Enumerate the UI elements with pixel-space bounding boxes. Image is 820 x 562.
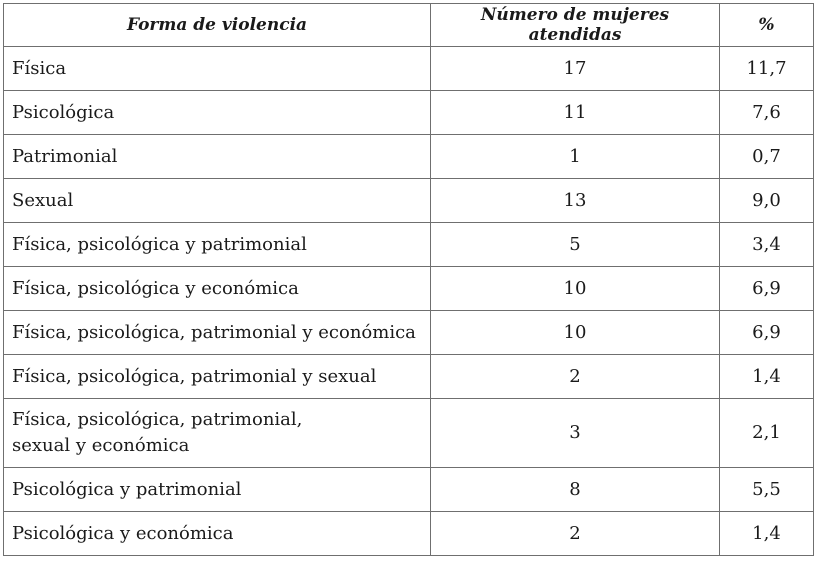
cell-forma bbox=[4, 399, 431, 468]
header-numero: Número de mujeres atendidas bbox=[431, 4, 720, 47]
cell-forma: Sexual bbox=[4, 179, 431, 223]
cell-pct: 6,9 bbox=[720, 267, 814, 311]
table-row bbox=[4, 267, 814, 311]
cell-numero: 10 bbox=[431, 311, 720, 355]
table-row bbox=[4, 468, 814, 512]
cell-numero: 17 bbox=[431, 47, 720, 91]
cell-forma: Física bbox=[4, 47, 431, 91]
table-row bbox=[4, 355, 814, 399]
cell-pct: 1,4 bbox=[720, 355, 814, 399]
cell-numero: 3 bbox=[431, 399, 720, 468]
cell-pct: 6,9 bbox=[720, 311, 814, 355]
cell-pct: 1,4 bbox=[720, 512, 814, 556]
cell-forma: Psicológica y económica bbox=[4, 512, 431, 556]
cell-pct: 0,7 bbox=[720, 135, 814, 179]
cell-numero: 2 bbox=[431, 512, 720, 556]
cell-numero: 5 bbox=[431, 223, 720, 267]
header-forma: Forma de violencia bbox=[4, 4, 431, 47]
cell-numero: 8 bbox=[431, 468, 720, 512]
cell-pct: 5,5 bbox=[720, 468, 814, 512]
cell-forma: Física, psicológica y patrimonial bbox=[4, 223, 431, 267]
header-row bbox=[4, 4, 814, 47]
violence-table bbox=[3, 3, 814, 556]
table-row bbox=[4, 91, 814, 135]
cell-forma-line-2: sexual y económica bbox=[12, 435, 190, 456]
cell-pct: 9,0 bbox=[720, 179, 814, 223]
cell-numero: 11 bbox=[431, 91, 720, 135]
cell-forma: Física, psicológica, patrimonial y económica bbox=[4, 311, 431, 355]
cell-pct: 11,7 bbox=[720, 47, 814, 91]
cell-forma: Patrimonial bbox=[4, 135, 431, 179]
cell-forma: Física, psicológica, patrimonial y sexual bbox=[4, 355, 431, 399]
cell-numero: 1 bbox=[431, 135, 720, 179]
cell-numero: 10 bbox=[431, 267, 720, 311]
cell-numero: 2 bbox=[431, 355, 720, 399]
cell-forma: Psicológica bbox=[4, 91, 431, 135]
table-row bbox=[4, 47, 814, 91]
table-row bbox=[4, 179, 814, 223]
table-row bbox=[4, 399, 814, 468]
table-row bbox=[4, 512, 814, 556]
cell-forma-line-1: Física, psicológica, patrimonial, bbox=[12, 409, 303, 430]
cell-pct: 3,4 bbox=[720, 223, 814, 267]
header-pct: % bbox=[720, 4, 814, 47]
cell-forma: Física, psicológica y económica bbox=[4, 267, 431, 311]
cell-pct: 7,6 bbox=[720, 91, 814, 135]
table-row bbox=[4, 223, 814, 267]
table-row bbox=[4, 311, 814, 355]
table-row bbox=[4, 135, 814, 179]
cell-pct: 2,1 bbox=[720, 399, 814, 468]
cell-numero: 13 bbox=[431, 179, 720, 223]
cell-forma: Psicológica y patrimonial bbox=[4, 468, 431, 512]
